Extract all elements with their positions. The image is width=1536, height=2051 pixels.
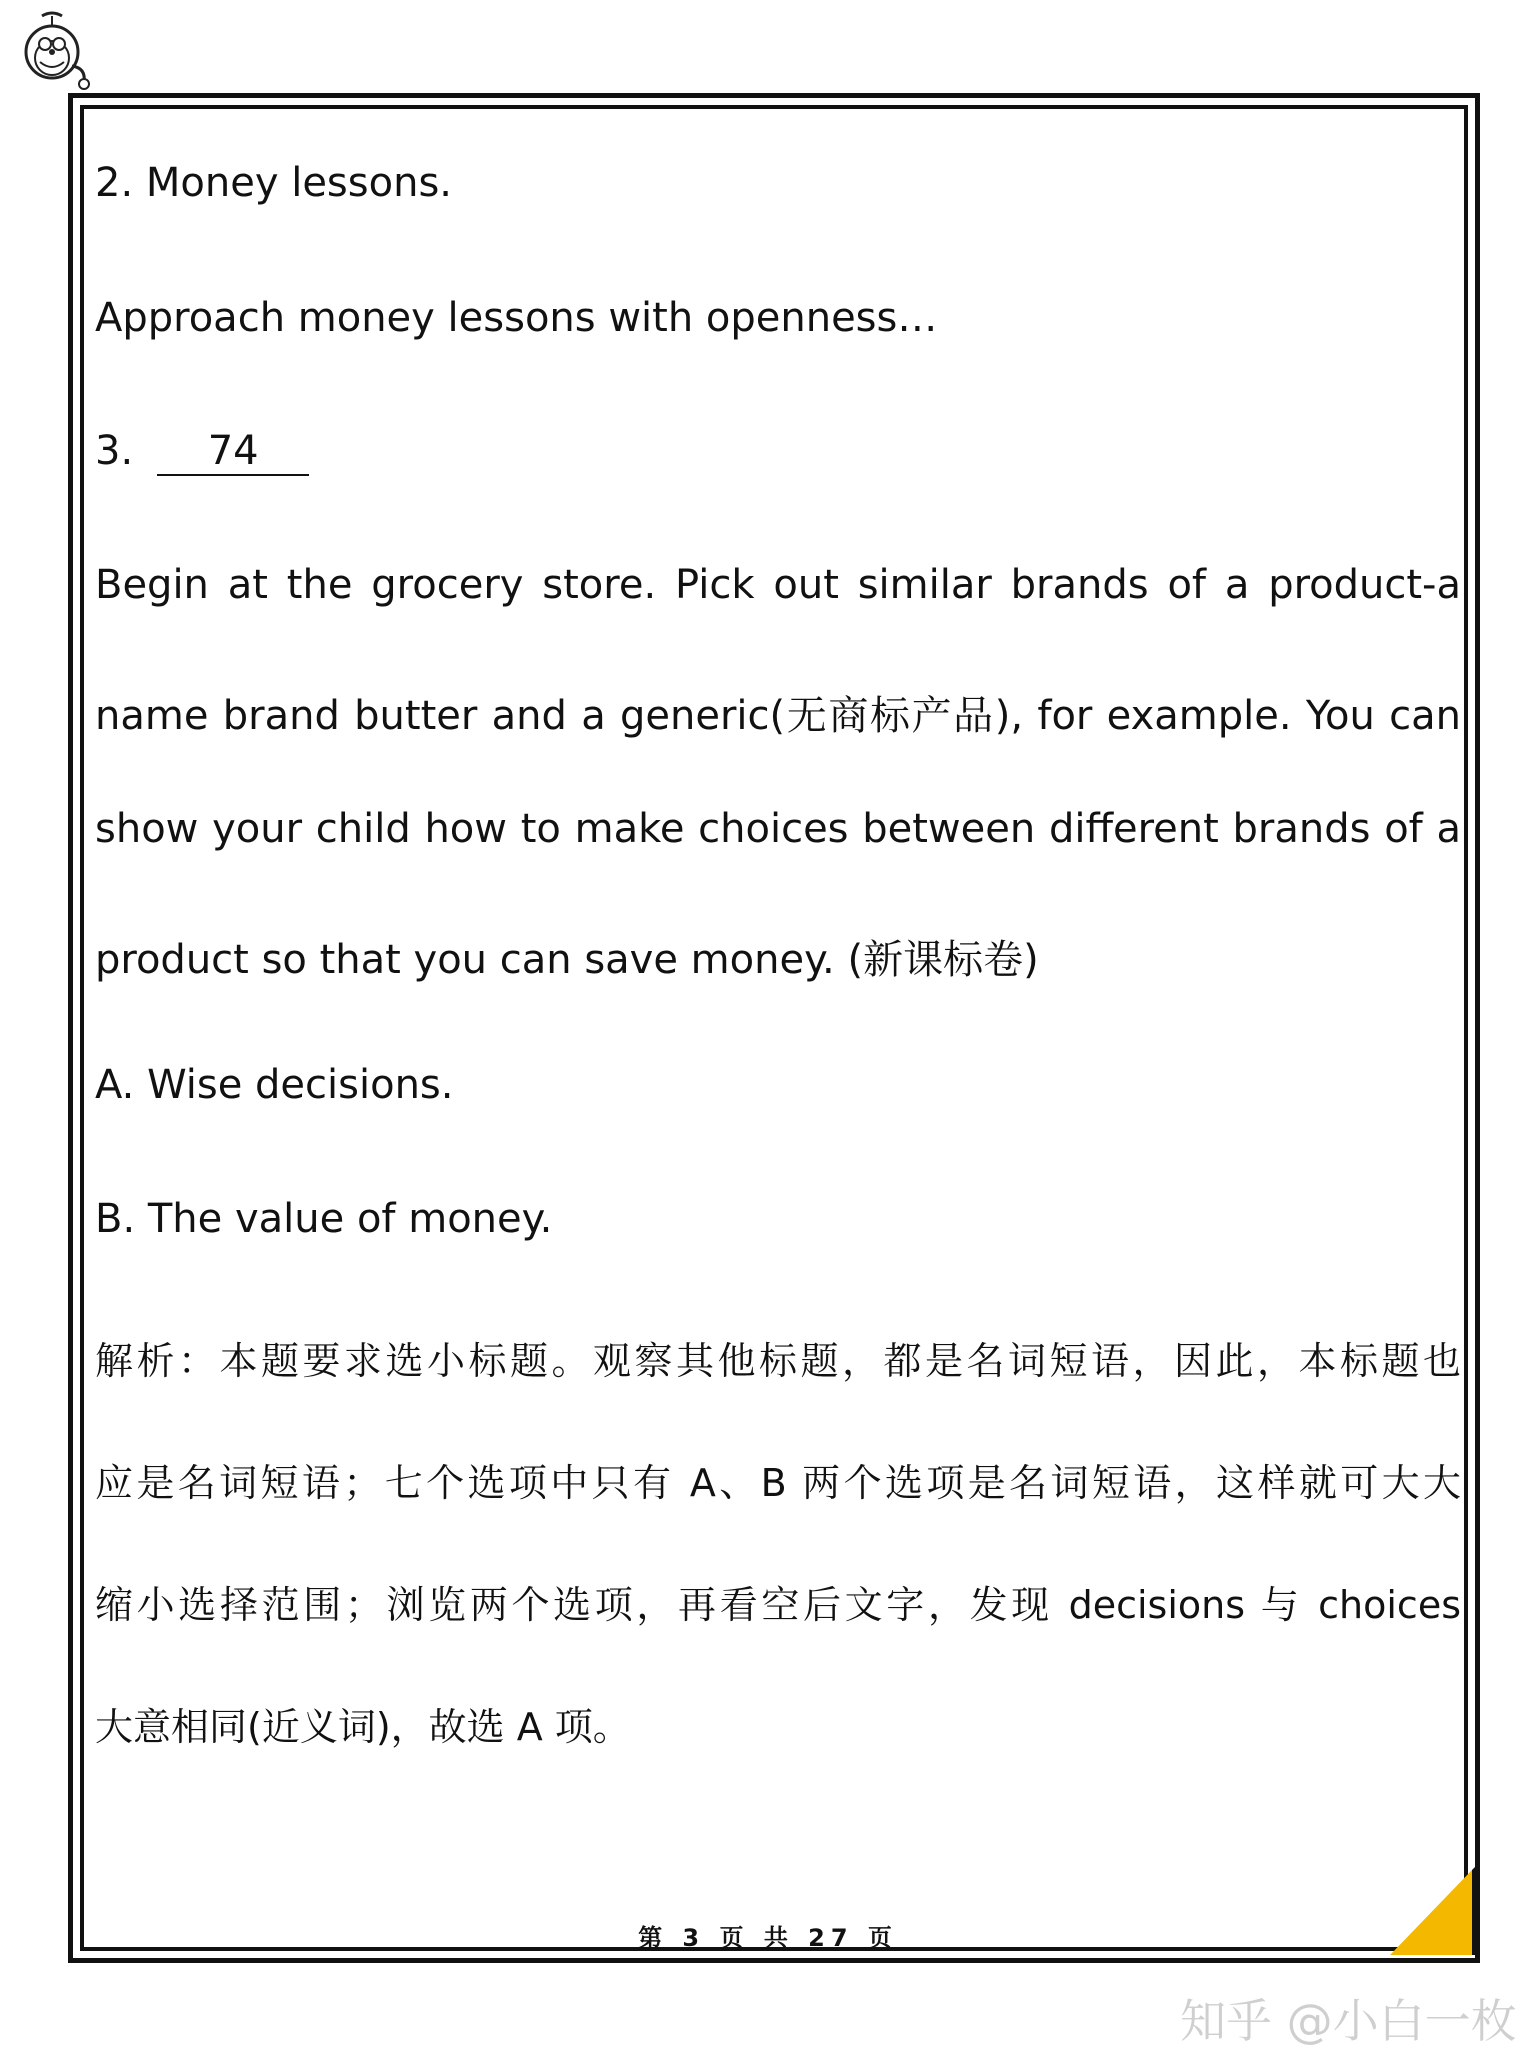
- answer-blank: 74: [157, 428, 309, 476]
- analysis-line: 缩小选择范围；浏览两个选项，再看空后文字，发现 decisions 与 choices: [95, 1583, 1461, 1627]
- passage-line: product so that you can save money. (新课标卷): [95, 937, 1039, 983]
- passage-line: name brand butter and a generic(无商标产品), for example. You can: [95, 693, 1461, 739]
- watermark: 知乎 @小白一枚: [1180, 1994, 1517, 2048]
- section-heading: 2. Money lessons.: [95, 160, 452, 206]
- option-a: A. Wise decisions.: [95, 1062, 454, 1108]
- page-border-inner: [80, 105, 1468, 1951]
- passage-line: show your child how to make choices between different brands of a: [95, 806, 1461, 852]
- corner-decoration-icon: [1388, 1860, 1480, 1955]
- passage-line: Begin at the grocery store. Pick out similar brands of a product-a: [95, 562, 1461, 608]
- question-line: [95, 428, 309, 476]
- analysis-line: 应是名词短语；七个选项中只有 A、B 两个选项是名词短语，这样就可大大: [95, 1461, 1461, 1505]
- analysis-line: 解析：本题要求选小标题。观察其他标题，都是名词短语，因此，本标题也: [95, 1339, 1461, 1383]
- section-intro: Approach money lessons with openness…: [95, 295, 938, 341]
- mascot-icon: [14, 8, 98, 94]
- page-number: 第 3 页 共 27 页: [638, 1924, 898, 1952]
- option-b: B. The value of money.: [95, 1196, 553, 1242]
- analysis-line: 大意相同(近义词)，故选 A 项。: [95, 1705, 631, 1749]
- question-number: 3.: [95, 428, 134, 474]
